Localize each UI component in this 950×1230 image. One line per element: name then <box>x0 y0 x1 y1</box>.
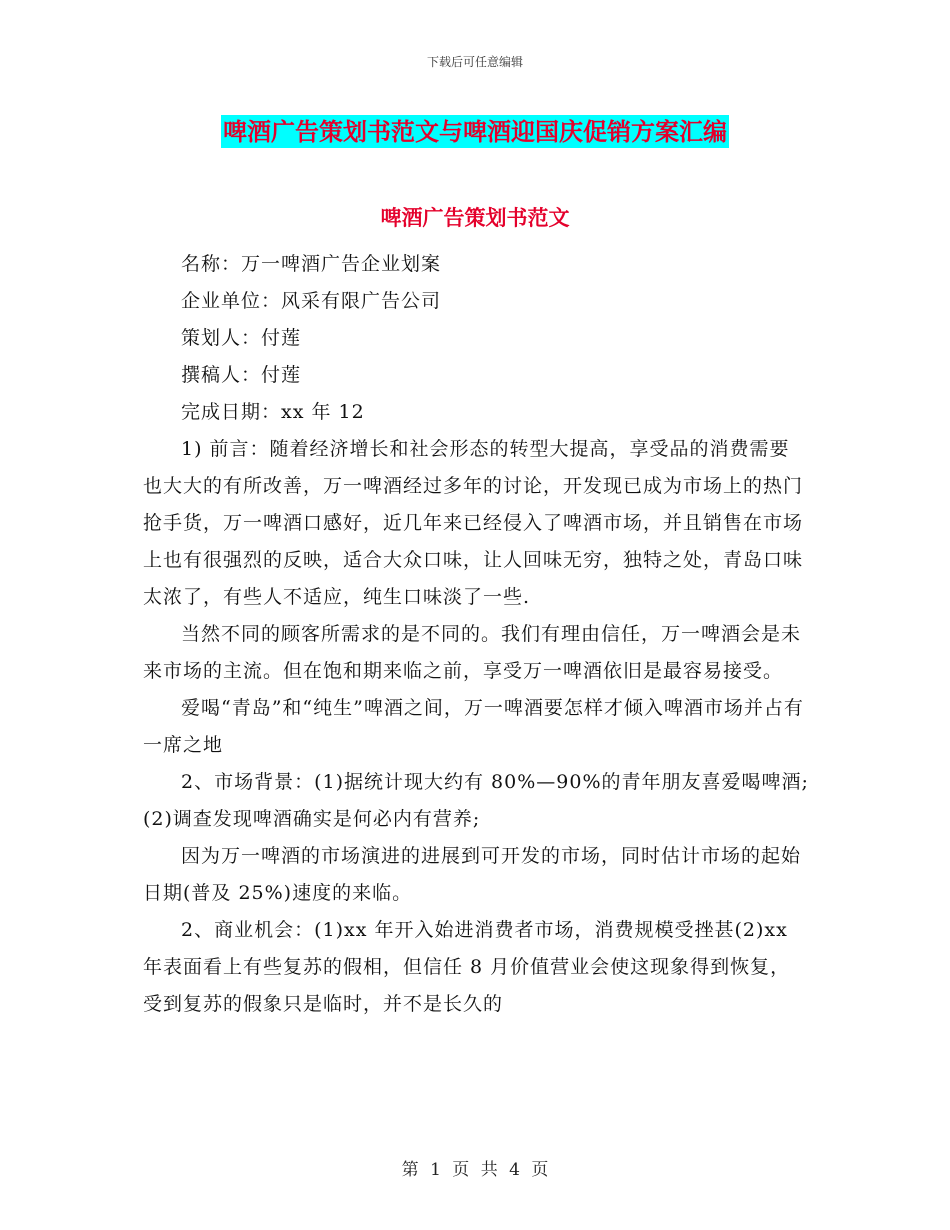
section-title: 啤酒广告策划书范文 <box>380 205 570 230</box>
paragraph-name: 名称：万一啤酒广告企业划案 <box>181 253 442 275</box>
document-body <box>143 246 809 1023</box>
paragraph-writer: 撰稿人：付莲 <box>181 364 302 386</box>
document-title-text: 啤酒广告策划书范文与啤酒迎国庆促销方案汇编 <box>223 117 727 146</box>
paragraph-market-background: 2、市场背景：(1)据统计现大约有 80%—90%的青年朋友喜爱喝啤酒;(2)调查发现啤酒确实是何必内有营养; <box>143 771 809 830</box>
paragraph-customers: 当然不同的顾客所需求的是不同的。我们有理由信任，万一啤酒会是未来市场的主流。但在饱和期来临之前，享受万一啤酒依旧是最容易接受。 <box>143 623 802 682</box>
paragraph-preface: 1) 前言：随着经济增长和社会形态的转型大提高，享受品的消费需要也大大的有所改善，万一啤酒经过多年的讨论，开发现已成为市场上的热门抢手货，万一啤酒口感好，近几年来已经侵入了啤酒市场，并且销售在市场上也有很强烈的反映，适合大众口味，让人回味无穷，独特之处，青岛口味太浓了，有些人不适应，纯生口味淡了一些. <box>143 438 804 608</box>
paragraph-company: 企业单位：风采有限广告公司 <box>181 290 442 312</box>
paragraph-date: 完成日期：xx 年 12 <box>181 401 365 423</box>
paragraph-planner: 策划人：付莲 <box>181 327 302 349</box>
paragraph-market-evolution: 因为万一啤酒的市场演进的进展到可开发的市场，同时估计市场的起始日期(普及 25%)速度的来临。 <box>143 845 802 904</box>
paragraph-business-opportunity: 2、商业机会：(1)xx 年开入始进消费者市场，消费规模受挫甚(2)xx 年表面看上有些复苏的假相，但信任 8 月价值营业会使这现象得到恢复，受到复苏的假象只是临时，并不是长久的 <box>143 919 791 1015</box>
header-note: 下载后可任意编辑 <box>426 55 523 69</box>
document-title <box>0 112 950 147</box>
page-footer: 第 1 页 共 4 页 <box>401 1160 549 1180</box>
paragraph-question: 爱喝“青岛”和“纯生”啤酒之间，万一啤酒要怎样才倾入啤酒市场并占有一席之地 <box>143 697 804 756</box>
